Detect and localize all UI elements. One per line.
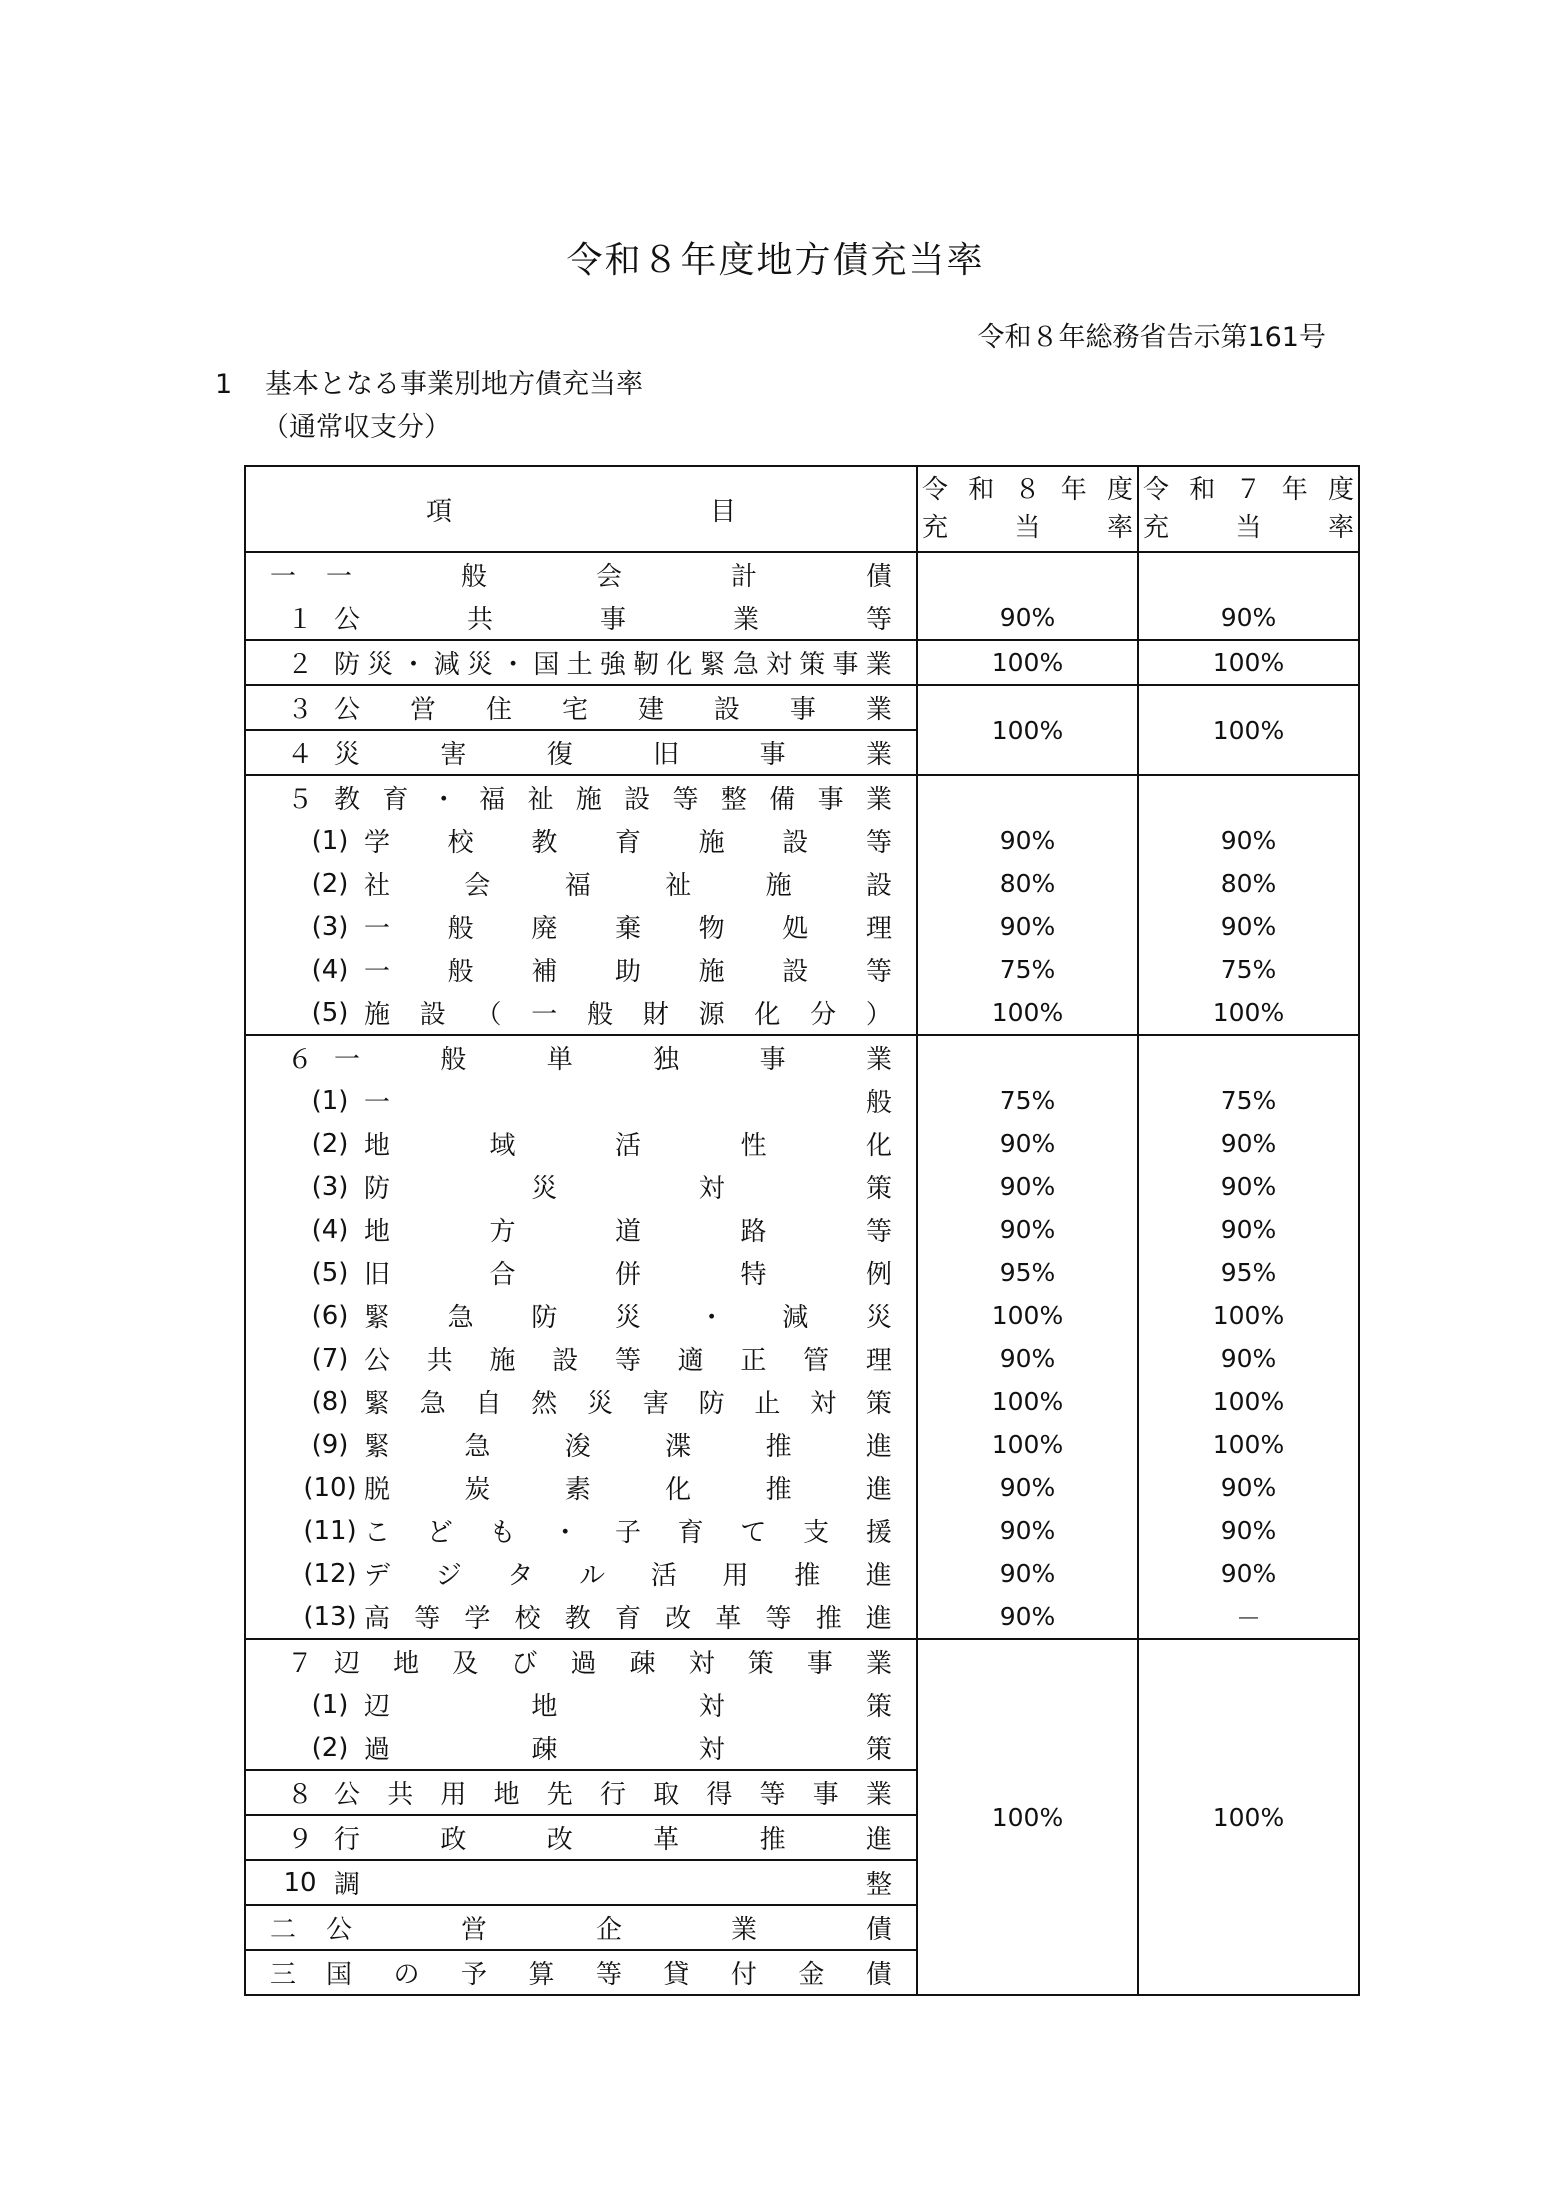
item-label: 防 災 ・ 減 災 ・ 国 土 強 靭 化 緊 急 対 策 事 業 bbox=[334, 650, 892, 680]
item-number: (9) bbox=[311, 1429, 349, 1460]
item-cell bbox=[245, 1337, 917, 1380]
item-number: ９ bbox=[286, 1825, 313, 1855]
rate-r8-cell: 90% bbox=[917, 1337, 1138, 1380]
rate-r7-cell bbox=[1138, 1035, 1359, 1079]
item-label: こ ど も ・ 子 育 て 支 援 bbox=[364, 1518, 892, 1548]
header-r7-char: 度 bbox=[1327, 475, 1354, 505]
item-number: 二 bbox=[269, 1915, 296, 1945]
item-cell bbox=[245, 905, 917, 948]
table-row bbox=[245, 1079, 1359, 1122]
rate-r8-cell: 100% bbox=[917, 1639, 1138, 1995]
rate-r7-cell: 75% bbox=[1138, 948, 1359, 991]
table-row bbox=[245, 1165, 1359, 1208]
item-number: (4) bbox=[311, 1214, 349, 1245]
rate-r7-cell: 90% bbox=[1138, 905, 1359, 948]
header-r8-char: 令 bbox=[922, 475, 949, 505]
item-number: (5) bbox=[311, 997, 349, 1028]
table-row bbox=[245, 1639, 1359, 1683]
item-label: 地 域 活 性 化 bbox=[364, 1131, 892, 1161]
item-cell bbox=[245, 775, 917, 819]
item-label: 一 般 補 助 施 設 等 bbox=[364, 957, 892, 987]
document-title: 令和８年度地方債充当率 bbox=[566, 240, 985, 281]
rate-r8-cell: 95% bbox=[917, 1251, 1138, 1294]
rate-r7-cell: 100% bbox=[1138, 1423, 1359, 1466]
item-label: 脱 炭 素 化 推 進 bbox=[364, 1475, 892, 1505]
item-label: 調 整 bbox=[334, 1870, 892, 1900]
header-r7-char: 充 bbox=[1143, 513, 1170, 543]
table-row bbox=[245, 685, 1359, 730]
header-r8-char: 率 bbox=[1106, 513, 1133, 543]
item-label: 社 会 福 祉 施 設 bbox=[364, 871, 892, 901]
header-r7-char: ７ bbox=[1235, 475, 1262, 505]
table-row bbox=[245, 1122, 1359, 1165]
table-row bbox=[245, 905, 1359, 948]
item-cell bbox=[245, 1208, 917, 1251]
rate-r8-cell: 90% bbox=[917, 905, 1138, 948]
rate-r8-cell bbox=[917, 1035, 1138, 1079]
item-number: (1) bbox=[311, 1689, 349, 1720]
header-item-char: 項 bbox=[426, 496, 453, 527]
rate-r7-cell: 95% bbox=[1138, 1251, 1359, 1294]
item-number: ６ bbox=[286, 1045, 313, 1075]
rate-r8-cell: 90% bbox=[917, 1165, 1138, 1208]
item-number: (1) bbox=[311, 1085, 349, 1116]
item-number: 三 bbox=[269, 1960, 296, 1990]
item-number: ５ bbox=[286, 785, 313, 815]
item-label: 一 般 廃 棄 物 処 理 bbox=[364, 914, 892, 944]
item-cell bbox=[245, 1639, 917, 1683]
item-cell bbox=[245, 862, 917, 905]
item-cell bbox=[245, 640, 917, 685]
rate-r7-cell: 90% bbox=[1138, 1552, 1359, 1595]
subsection-heading: （通常収支分） bbox=[262, 412, 451, 443]
item-number: ２ bbox=[286, 650, 313, 680]
rate-r7-cell: 90% bbox=[1138, 1509, 1359, 1552]
item-number: ４ bbox=[286, 740, 313, 770]
item-label: 一 般 会 計 債 bbox=[326, 562, 892, 592]
rate-r7-cell bbox=[1138, 552, 1359, 596]
rate-r8-cell: 90% bbox=[917, 596, 1138, 640]
header-r8-rate bbox=[917, 466, 1138, 552]
item-label: 公 共 施 設 等 適 正 管 理 bbox=[364, 1346, 892, 1376]
rate-r7-cell: 75% bbox=[1138, 1079, 1359, 1122]
item-cell bbox=[245, 1251, 917, 1294]
item-number: ８ bbox=[286, 1780, 313, 1810]
section-label: 基本となる事業別地方債充当率 bbox=[265, 369, 643, 400]
item-label: 国 の 予 算 等 貸 付 金 債 bbox=[326, 1960, 892, 1990]
item-label: 公 共 事 業 等 bbox=[334, 605, 892, 635]
rate-r7-cell: 90% bbox=[1138, 1122, 1359, 1165]
item-label: 緊 急 浚 渫 推 進 bbox=[364, 1432, 892, 1462]
item-label: 教 育 ・ 福 祉 施 設 等 整 備 事 業 bbox=[334, 785, 892, 815]
table-row bbox=[245, 1208, 1359, 1251]
rate-r8-cell: 90% bbox=[917, 1595, 1138, 1639]
item-number: ７ bbox=[286, 1649, 313, 1679]
item-number: (2) bbox=[311, 1128, 349, 1159]
item-number: (1) bbox=[311, 825, 349, 856]
rate-r7-cell: 100% bbox=[1138, 1639, 1359, 1995]
table-row bbox=[245, 552, 1359, 596]
header-r7-char: 当 bbox=[1235, 513, 1262, 543]
rate-r7-cell: 100% bbox=[1138, 685, 1359, 775]
rate-r8-cell: 90% bbox=[917, 1208, 1138, 1251]
item-number: (8) bbox=[311, 1386, 349, 1417]
rate-r7-cell: － bbox=[1138, 1595, 1359, 1639]
item-number: (3) bbox=[311, 911, 349, 942]
item-cell bbox=[245, 1905, 917, 1950]
item-cell bbox=[245, 1079, 917, 1122]
item-cell bbox=[245, 1770, 917, 1815]
rate-r8-cell: 100% bbox=[917, 1294, 1138, 1337]
item-cell bbox=[245, 991, 917, 1035]
header-r7-char: 和 bbox=[1189, 475, 1216, 505]
item-cell bbox=[245, 1380, 917, 1423]
rate-r8-cell: 90% bbox=[917, 1509, 1138, 1552]
item-label: 公 営 企 業 債 bbox=[326, 1915, 892, 1945]
item-label: 高 等 学 校 教 育 改 革 等 推 進 bbox=[364, 1604, 892, 1634]
header-item bbox=[245, 466, 917, 552]
table-row bbox=[245, 1337, 1359, 1380]
item-number: (11) bbox=[303, 1515, 357, 1546]
rate-r7-cell: 90% bbox=[1138, 1165, 1359, 1208]
table-row bbox=[245, 1380, 1359, 1423]
item-label: 辺 地 対 策 bbox=[364, 1692, 892, 1722]
rate-r7-cell: 80% bbox=[1138, 862, 1359, 905]
item-cell bbox=[245, 1294, 917, 1337]
rate-r7-cell: 90% bbox=[1138, 1208, 1359, 1251]
rate-r7-cell: 100% bbox=[1138, 991, 1359, 1035]
table-row bbox=[245, 1595, 1359, 1639]
item-number: (6) bbox=[311, 1300, 349, 1331]
item-cell bbox=[245, 730, 917, 775]
header-r8-char: 年 bbox=[1060, 475, 1087, 505]
item-number: 10 bbox=[283, 1867, 317, 1898]
item-cell bbox=[245, 1035, 917, 1079]
item-cell bbox=[245, 1726, 917, 1770]
rate-r7-cell: 100% bbox=[1138, 1380, 1359, 1423]
item-cell bbox=[245, 1552, 917, 1595]
rate-r8-cell bbox=[917, 552, 1138, 596]
item-cell bbox=[245, 596, 917, 640]
item-number: (10) bbox=[303, 1472, 357, 1503]
item-label: 防 災 対 策 bbox=[364, 1174, 892, 1204]
item-cell bbox=[245, 1950, 917, 1995]
item-cell bbox=[245, 1815, 917, 1860]
rate-r7-cell: 90% bbox=[1138, 819, 1359, 862]
item-cell bbox=[245, 1509, 917, 1552]
item-cell bbox=[245, 1683, 917, 1726]
item-label: 地 方 道 路 等 bbox=[364, 1217, 892, 1247]
table-row bbox=[245, 775, 1359, 819]
rate-r8-cell: 80% bbox=[917, 862, 1138, 905]
rate-r7-cell: 90% bbox=[1138, 1337, 1359, 1380]
table-row bbox=[245, 640, 1359, 685]
rate-r8-cell: 90% bbox=[917, 1466, 1138, 1509]
rate-r8-cell: 75% bbox=[917, 948, 1138, 991]
table-row bbox=[245, 1509, 1359, 1552]
rate-r7-cell: 100% bbox=[1138, 1294, 1359, 1337]
rate-r8-cell bbox=[917, 775, 1138, 819]
header-r8-char: 当 bbox=[1014, 513, 1041, 543]
header-r8-char: ８ bbox=[1014, 475, 1041, 505]
rate-r7-cell: 90% bbox=[1138, 1466, 1359, 1509]
item-cell bbox=[245, 1423, 917, 1466]
item-label: 学 校 教 育 施 設 等 bbox=[364, 828, 892, 858]
item-number: (2) bbox=[311, 1732, 349, 1763]
table-row bbox=[245, 1423, 1359, 1466]
item-number: １ bbox=[286, 605, 313, 635]
item-label: 行 政 改 革 推 進 bbox=[334, 1825, 892, 1855]
item-cell bbox=[245, 1466, 917, 1509]
item-cell bbox=[245, 1595, 917, 1639]
section-heading bbox=[215, 362, 643, 401]
notice-number: 令和８年総務省告示第161号 bbox=[977, 322, 1326, 353]
header-item-char: 目 bbox=[709, 496, 736, 527]
item-cell bbox=[245, 685, 917, 730]
item-cell bbox=[245, 948, 917, 991]
rate-r7-cell: 90% bbox=[1138, 596, 1359, 640]
item-cell bbox=[245, 819, 917, 862]
item-label: 緊 急 防 災 ・ 減 災 bbox=[364, 1303, 892, 1333]
item-number: (5) bbox=[311, 1257, 349, 1288]
rate-r8-cell: 100% bbox=[917, 640, 1138, 685]
rate-r7-cell bbox=[1138, 775, 1359, 819]
header-r7-char: 令 bbox=[1143, 475, 1170, 505]
item-cell bbox=[245, 552, 917, 596]
rate-r8-cell: 100% bbox=[917, 1380, 1138, 1423]
item-label: 災 害 復 旧 事 業 bbox=[334, 740, 892, 770]
item-label: 一 般 単 独 事 業 bbox=[334, 1045, 892, 1075]
item-number: (4) bbox=[311, 954, 349, 985]
header-r7-char: 年 bbox=[1281, 475, 1308, 505]
rate-r8-cell: 75% bbox=[917, 1079, 1138, 1122]
table-row bbox=[245, 819, 1359, 862]
table-row bbox=[245, 1251, 1359, 1294]
item-number: (3) bbox=[311, 1171, 349, 1202]
item-label: 辺 地 及 び 過 疎 対 策 事 業 bbox=[334, 1649, 892, 1679]
table-row bbox=[245, 1035, 1359, 1079]
item-label: 緊 急 自 然 災 害 防 止 対 策 bbox=[364, 1389, 892, 1419]
item-cell bbox=[245, 1165, 917, 1208]
item-number: (13) bbox=[303, 1601, 357, 1632]
rate-r8-cell: 90% bbox=[917, 819, 1138, 862]
section-number: 1 bbox=[215, 369, 233, 400]
table-row bbox=[245, 1466, 1359, 1509]
item-label: 一 般 bbox=[364, 1088, 892, 1118]
table-row bbox=[245, 991, 1359, 1035]
header-r8-char: 充 bbox=[922, 513, 949, 543]
header-r8-char: 和 bbox=[968, 475, 995, 505]
rate-r8-cell: 100% bbox=[917, 685, 1138, 775]
table-row bbox=[245, 862, 1359, 905]
table-row bbox=[245, 1552, 1359, 1595]
item-label: デ ジ タ ル 活 用 推 進 bbox=[364, 1561, 892, 1591]
item-label: 旧 合 併 特 例 bbox=[364, 1260, 892, 1290]
item-cell bbox=[245, 1860, 917, 1905]
item-number: (7) bbox=[311, 1343, 349, 1374]
header-r8-char: 度 bbox=[1106, 475, 1133, 505]
item-label: 施 設 （ 一 般 財 源 化 分 ） bbox=[364, 1000, 892, 1030]
table-row bbox=[245, 596, 1359, 640]
table-header-row bbox=[245, 466, 1359, 552]
table-row bbox=[245, 948, 1359, 991]
header-r7-char: 率 bbox=[1327, 513, 1354, 543]
rate-r8-cell: 90% bbox=[917, 1122, 1138, 1165]
rate-r8-cell: 100% bbox=[917, 991, 1138, 1035]
rate-table bbox=[244, 465, 1360, 1996]
item-number: ３ bbox=[286, 695, 313, 725]
table-row bbox=[245, 1294, 1359, 1337]
rate-r8-cell: 90% bbox=[917, 1552, 1138, 1595]
item-number: (12) bbox=[303, 1558, 357, 1589]
rate-r7-cell: 100% bbox=[1138, 640, 1359, 685]
item-number: 一 bbox=[269, 562, 296, 592]
item-label: 公 共 用 地 先 行 取 得 等 事 業 bbox=[334, 1780, 892, 1810]
item-cell bbox=[245, 1122, 917, 1165]
rate-r8-cell: 100% bbox=[917, 1423, 1138, 1466]
header-r7-rate bbox=[1138, 466, 1359, 552]
item-label: 過 疎 対 策 bbox=[364, 1735, 892, 1765]
item-number: (2) bbox=[311, 868, 349, 899]
item-label: 公 営 住 宅 建 設 事 業 bbox=[334, 695, 892, 725]
